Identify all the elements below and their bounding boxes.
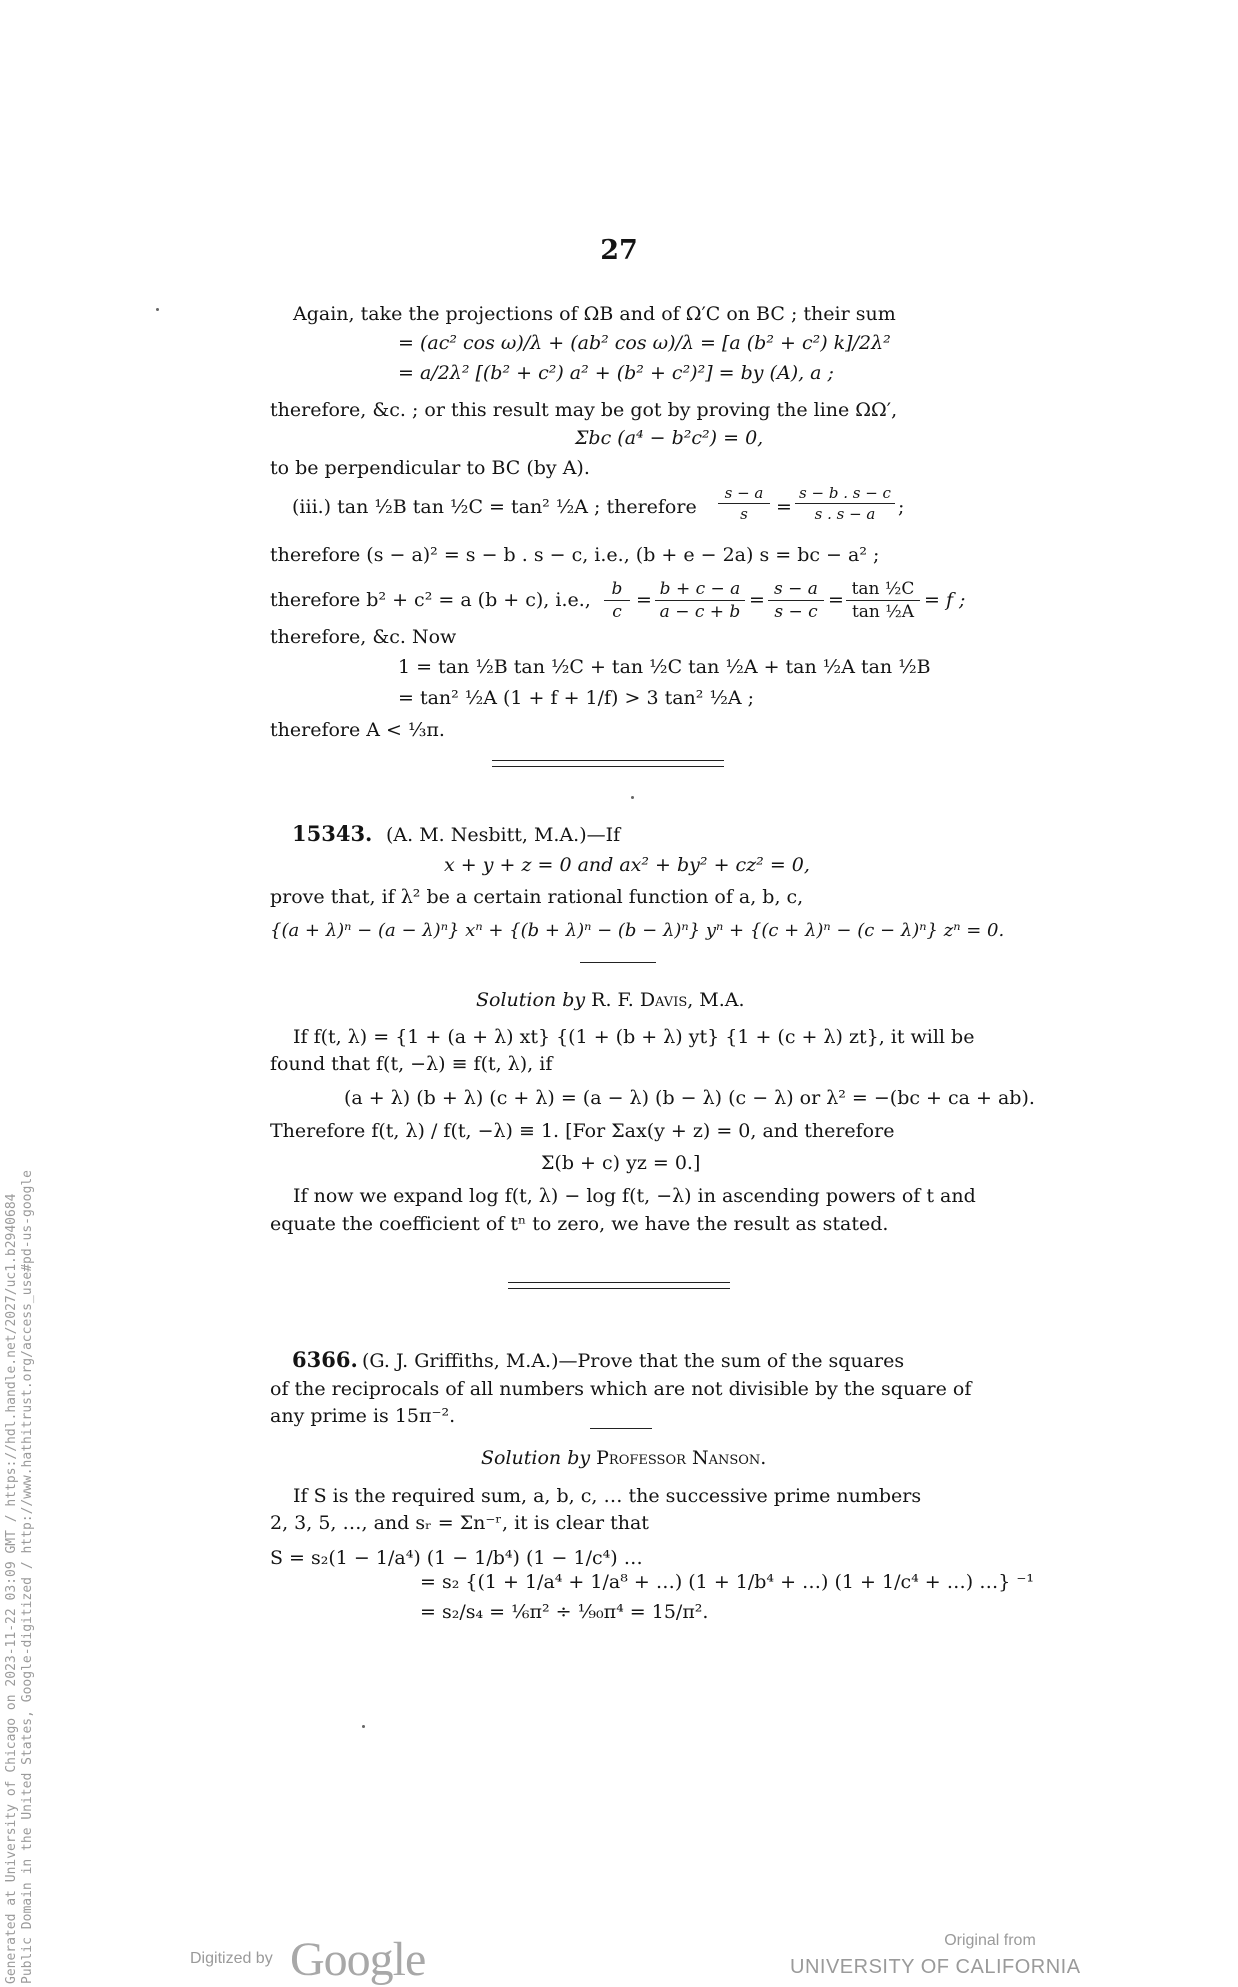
s1-frac3-num: b [604, 578, 630, 601]
s1-line1: Again, take the projections of ΩB and of Ω′C on BC ; their sum [293, 303, 896, 325]
solution-6366-s2: 2, 3, 5, …, and sᵣ = Σn⁻ʳ, it is clear that [270, 1512, 649, 1534]
stray-dot [631, 796, 634, 799]
s1-line5: Σbc (a⁴ − b²c²) = 0, [575, 427, 764, 449]
s1-frac2-den: s . s − a [814, 505, 876, 523]
s1-frac4-num: b + c − a [655, 578, 745, 601]
s1-frac2-num: s − b . s − c [795, 483, 895, 504]
solution-15343-s6: If now we expand log f(t, λ) − log f(t, −λ) in ascending powers of t and [293, 1185, 976, 1207]
divider-3a [508, 1282, 730, 1283]
s1-semicolon: ; [898, 496, 905, 518]
s1-frac5 [768, 578, 824, 623]
s1-frac5-den: s − c [774, 602, 818, 622]
solution-15343-s3: (a + λ) (b + λ) (c + λ) = (a − λ) (b − λ) (c − λ) or λ² = −(bc + ca + ab). [344, 1087, 1035, 1109]
original-from-label: Original from [944, 1932, 1036, 1949]
s1-frac4-den: a − c + b [659, 602, 741, 622]
s1-line10: therefore, &c. Now [270, 626, 457, 648]
solution-by-label-2: Solution by [481, 1447, 591, 1469]
solver-name: R. F. Davis, M.A. [591, 989, 745, 1011]
solution-15343-s2: found that f(t, −λ) ≡ f(t, λ), if [270, 1053, 553, 1075]
solution-6366-s3: S = s₂(1 − 1/a⁴) (1 − 1/b⁴) (1 − 1/c⁴) … [270, 1547, 643, 1569]
solver-name-2: Professor Nanson. [596, 1447, 767, 1469]
s1-frac1-den: s [740, 505, 748, 523]
s1-line11: 1 = tan ½B tan ½C + tan ½C tan ½A + tan ½A tan ½B [398, 656, 931, 678]
solution-6366-heading [481, 1446, 766, 1470]
problem-15343-condition: x + y + z = 0 and ax² + by² + cz² = 0, [444, 854, 810, 876]
page-number: 27 [600, 235, 638, 266]
solution-15343-s1: If f(t, λ) = {1 + (a + λ) xt} {(1 + (b + λ) yt} {1 + (c + λ) zt}, it will be [293, 1026, 975, 1048]
s1-frac5-num: s − a [768, 578, 824, 601]
problem-6366-number: 6366. [292, 1347, 358, 1372]
solution-6366-s1: If S is the required sum, a, b, c, … the successive prime numbers [293, 1485, 922, 1507]
s1-line9: therefore b² + c² = a (b + c), i.e., [270, 589, 591, 611]
s1-line12: = tan² ½A (1 + f + 1/f) > 3 tan² ½A ; [398, 687, 755, 709]
s1-frac1-num: s − a [718, 483, 770, 504]
university-label: UNIVERSITY OF CALIFORNIA [790, 1956, 1081, 1978]
s1-eq4: = [828, 589, 844, 611]
solution-by-label: Solution by [476, 989, 586, 1011]
s1-frac2 [795, 483, 895, 524]
google-logo: Google [290, 1933, 426, 1986]
s1-frac1 [718, 483, 770, 524]
divider-4 [590, 1428, 652, 1429]
problem-15343-prove: prove that, if λ² be a certain rational function of a, b, c, [270, 886, 804, 908]
s1-line2: = (ac² cos ω)/λ + (ab² cos ω)/λ = [a (b² + c²) k]/2λ² [398, 332, 891, 354]
s1-frac3-den: c [612, 602, 622, 622]
divider-2 [580, 962, 656, 963]
bottom-dot [362, 1725, 365, 1728]
divider-1a [492, 760, 724, 761]
problem-15343-author: (A. M. Nesbitt, M.A.)—If [386, 824, 621, 846]
s1-line6: to be perpendicular to BC (by A). [270, 457, 590, 479]
access-sidebar [4, 1170, 36, 1984]
s1-line13: therefore A < ⅓π. [270, 719, 445, 741]
digitized-by-label: Digitized by [190, 1950, 273, 1967]
solution-15343-s4: Therefore f(t, λ) / f(t, −λ) ≡ 1. [For Σax(y + z) = 0, and therefore [270, 1120, 895, 1142]
s1-line3: = a/2λ² [(b² + c²) a² + (b² + c²)²] = by (A), a ; [398, 362, 834, 384]
solution-6366-s4: = s₂ {(1 + 1/a⁴ + 1/a⁸ + …) (1 + 1/b⁴ + …) (1 + 1/c⁴ + …) …} ⁻¹ [420, 1571, 1034, 1593]
s1-line9-end: = f ; [924, 589, 966, 611]
s1-frac3 [604, 578, 630, 623]
s1-frac6-den: tan ½A [851, 602, 915, 622]
solution-6366-s5: = s₂/s₄ = ⅙π² ÷ ¹⁄₉₀π⁴ = 15/π². [420, 1601, 709, 1623]
s1-line8: therefore (s − a)² = s − b . s − c, i.e., (b + e − 2a) s = bc − a² ; [270, 544, 880, 566]
s1-eq: = [776, 496, 792, 518]
problem-6366-p3: any prime is 15π⁻². [270, 1405, 456, 1427]
solution-15343-s5: Σ(b + c) yz = 0.] [541, 1152, 701, 1174]
s1-frac6-num: tan ½C [846, 578, 920, 601]
s1-frac6 [846, 578, 920, 623]
problem-6366-p2: of the reciprocals of all numbers which are not divisible by the square of [270, 1378, 972, 1400]
divider-1b [492, 766, 724, 767]
problem-6366-p1: (G. J. Griffiths, M.A.)—Prove that the sum of the squares [362, 1350, 905, 1372]
s1-frac4 [655, 578, 745, 623]
sidebar-line-1: Generated at University of Chicago on 2023-11-22 03:09 GMT / https://hdl.handle.net/2027/uc1.b2940684 [4, 1193, 19, 1984]
s1-eq3: = [749, 589, 765, 611]
problem-15343-number: 15343. [292, 821, 373, 846]
solution-15343-heading [476, 988, 745, 1012]
sidebar-line-2: Public Domain in the United States, Google-digitized / http://www.hathitrust.org/access_use#pd-us-google [20, 1170, 35, 1984]
problem-15343-formula: {(a + λ)ⁿ − (a − λ)ⁿ} xⁿ + {(b + λ)ⁿ − (b − λ)ⁿ} yⁿ + {(c + λ)ⁿ − (c − λ)ⁿ} zⁿ = 0. [270, 920, 1005, 941]
s1-line4: therefore, &c. ; or this result may be got by proving the line ΩΩ′, [270, 399, 898, 421]
s1-eq2: = [636, 589, 652, 611]
left-margin-dot [156, 308, 159, 311]
solution-15343-s7: equate the coefficient of tⁿ to zero, we have the result as stated. [270, 1213, 889, 1235]
divider-3b [508, 1288, 730, 1289]
s1-line7: (iii.) tan ½B tan ½C = tan² ½A ; therefore [292, 496, 697, 518]
